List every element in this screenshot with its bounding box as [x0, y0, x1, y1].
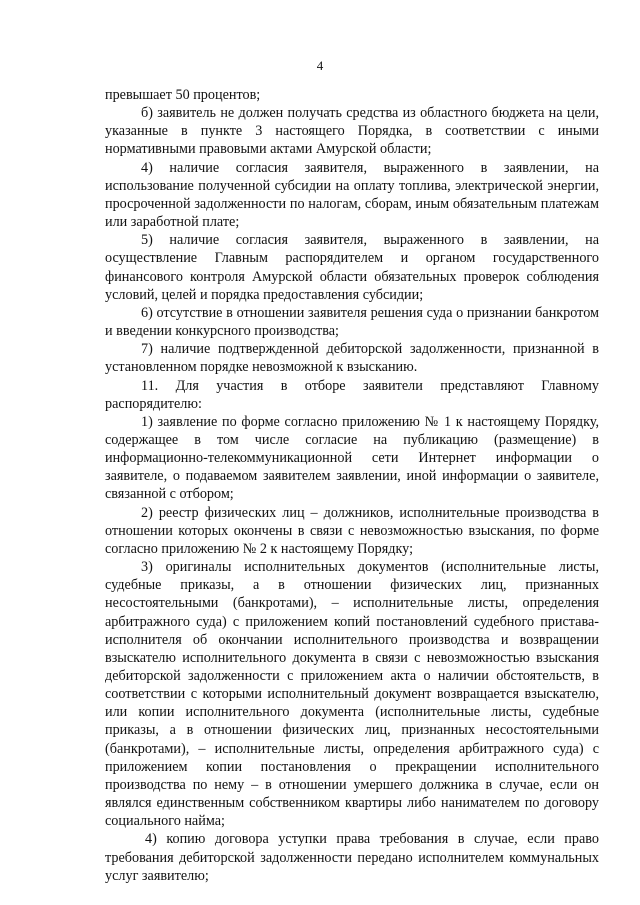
paragraph-sub-3: 3) оригиналы исполнительных документов (исполнительные листы, судебные приказы, а в отношении физических лиц, признанных несостоятельными (банкротами), – исполнительные листы, определения арбитражного суда) с приложением копий постановлений судебного пристава-исполнителя об окончании исполнительного производства и возвращении взыскателю исполнительного документа в связи с невозможностью взыскания дебиторской задолженности с приложением акта о наличии обстоятельств, в соответствии с которыми исполнительный документ возвращается взыскателю, или копии исполнительного документа (исполнительные листы, судебные приказы, а в отношении физических лиц, признанных несостоятельными (банкротами), – исполнительные листы, определения арбитражного суда) с приложением копии постановления о прекращении исполнительного производства по нему – в отношении умершего должника в случае, если он являлся единственным собственником квартиры либо нанимателем по договору социального найма; — [105, 559, 599, 830]
paragraph-sub-4: 4) копию договора уступки права требования в случае, если право требования дебиторской задолженности передано исполнителем коммунальных услуг заявителю; — [105, 831, 599, 884]
paragraph-item-6: 6) отсутствие в отношении заявителя решения суда о признании банкротом и введении конкурсного производства; — [105, 304, 599, 340]
paragraph-item-5: 5) наличие согласия заявителя, выраженного в заявлении, на осуществление Главным распорядителем и органом государственного финансового контроля Амурской области обязательных проверок соблюдения условий, целей и порядка предоставления субсидии; — [105, 232, 599, 303]
paragraph-item-b: б) заявитель не должен получать средства из областного бюджета на цели, указанные в пункте 3 настоящего Порядка, в соответствии с иными нормативными правовыми актами Амурской области; — [105, 105, 599, 158]
paragraph-sub-1: 1) заявление по форме согласно приложению № 1 к настоящему Порядку, содержащее в том числе согласие на публикацию (размещение) в информационно-телекоммуникационной сети Интернет информации о заявителе, о подаваемом заявителем заявлении, иной информации о заявителе, связанной с отбором; — [105, 413, 599, 503]
paragraph-continuation: превышает 50 процентов; — [105, 87, 261, 103]
document-body — [105, 86, 599, 885]
page-number: 4 — [316, 58, 324, 73]
paragraph-section-11: 11. Для участия в отборе заявители представляют Главному распорядителю: — [105, 377, 599, 412]
paragraph-item-4: 4) наличие согласия заявителя, выраженного в заявлении, на использование полученной субсидии на оплату топлива, электрической энергии, просроченной задолженности по налогам, сборам, иным обязательным платежам или заработной плате; — [105, 159, 599, 231]
paragraph-sub-2: 2) реестр физических лиц – должников, исполнительные производства в отношении которых окончены в связи с невозможностью взыскания, по форме согласно приложению № 2 к настоящему Порядку; — [105, 504, 599, 557]
paragraph-item-7: 7) наличие подтвержденной дебиторской задолженности, признанной в установленном порядке невозможной к взысканию. — [105, 341, 599, 376]
